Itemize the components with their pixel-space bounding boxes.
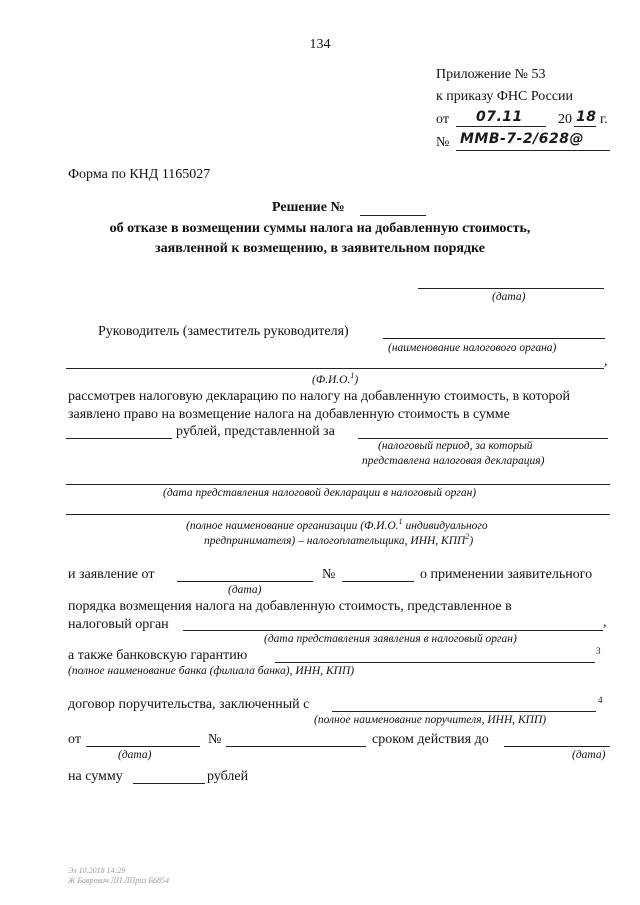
caption-fio: (Ф.И.О.$^1$): [312, 371, 359, 386]
caption-org-name-1: (полное наименование организации (Ф.И.О.$^1$ индивидуального: [186, 517, 488, 532]
appendix-line1: Приложение № 53: [436, 67, 546, 82]
application-date-line: [177, 581, 313, 582]
bank-guarantee-label: а также банковскую гарантию: [68, 648, 248, 663]
caption-contract-date: (дата): [118, 749, 152, 761]
application-submit-line: [183, 630, 603, 631]
amount-line: [66, 438, 172, 439]
title-line1: Решение №: [272, 200, 345, 215]
contract-number-sign: №: [208, 732, 222, 747]
rubles-label: рублей: [207, 769, 249, 784]
declaration-line-a: рассмотрев налоговую декларацию по налогу на добавленную стоимость, в которой: [68, 389, 571, 404]
form-code: Форма по КНД 1165027: [68, 167, 211, 182]
surety-contract-label: договор поручительства, заключенный с: [68, 697, 310, 712]
appendix-number-label: №: [436, 135, 450, 150]
appendix-year-prefix: 20: [558, 112, 572, 127]
caption-bank-name: (полное наименование банка (филиала банка), ИНН, КПП): [68, 665, 355, 677]
caption-tax-authority: (наименование налогового органа): [388, 342, 557, 354]
caption-declaration-date: (дата представления налоговой декларации в налоговый орган): [163, 487, 477, 499]
footnote-3: 3: [596, 646, 601, 656]
decision-date-line: [418, 288, 604, 289]
appendix-from-label: от: [436, 112, 449, 127]
submit-comma: ,: [603, 615, 607, 630]
guarantor-line: [332, 711, 596, 712]
title-line3: заявленной к возмещению, в заявительном порядке: [155, 241, 485, 256]
application-from-label: и заявление от: [68, 567, 155, 582]
contract-number-line: [226, 746, 366, 747]
caption-org-name-2: предпринимателя) – налогоплательщика, ИНН, КПП$^2$): [204, 532, 474, 547]
appendix-year-handwritten: 18: [576, 109, 597, 125]
page-number: 134: [309, 37, 331, 52]
appendix-line2: к приказу ФНС России: [436, 89, 574, 104]
application-number-line: [342, 581, 414, 582]
validity-date-line: [504, 746, 610, 747]
caption-date: (дата): [492, 291, 526, 303]
fio-line: [66, 368, 604, 369]
appendix-date-handwritten: 07.11: [476, 109, 523, 125]
title-line2: об отказе в возмещении суммы налога на добавленную стоимость,: [109, 221, 531, 236]
caption-tax-period-2: представлена налоговая декларация): [362, 455, 545, 467]
validity-label: сроком действия до: [372, 732, 489, 747]
declaration-line-b: заявлено право на возмещение налога на добавленную стоимость в сумме: [68, 407, 510, 422]
caption-application-date: (дата): [228, 584, 262, 596]
organization-line: [66, 514, 610, 515]
declaration-date-line: [66, 484, 610, 485]
application-number-sign: №: [322, 567, 336, 582]
amount-label: на сумму: [68, 769, 123, 784]
tax-authority-label: налоговый орган: [68, 617, 169, 632]
caption-application-submit-date: (дата представления заявления в налоговый орган): [264, 633, 517, 645]
footnote-4: 4: [598, 695, 603, 705]
guarantee-amount-line: [133, 783, 205, 784]
caption-guarantor-name: (полное наименование поручителя, ИНН, КПП): [314, 714, 547, 726]
head-label: Руководитель (заместитель руководителя): [98, 324, 349, 339]
procedure-line: порядка возмещения налога на добавленную стоимость, представленное в: [68, 599, 512, 614]
appendix-year-line: [574, 126, 596, 127]
about-application-label: о применении заявительного: [420, 567, 593, 582]
bank-name-line: [275, 662, 595, 663]
footer-line1: Эл 10.2018 14:29: [68, 866, 126, 875]
appendix-number-handwritten: ММВ-7-2/628@: [460, 131, 584, 147]
caption-validity-date: (дата): [572, 749, 606, 761]
appendix-number-line: [456, 150, 610, 151]
rubles-presented-label: рублей, представленной за: [176, 424, 335, 439]
tax-period-line: [358, 438, 608, 439]
contract-date-line: [86, 746, 200, 747]
tax-authority-line: [383, 338, 605, 339]
caption-tax-period-1: (налоговый период, за который: [378, 440, 533, 452]
fio-comma: ,: [604, 354, 608, 369]
decision-number-line: [360, 215, 426, 216]
appendix-year-suffix: г.: [600, 112, 608, 127]
footer-line2: Ж Баврович ЛП ЛПриз Б6854: [68, 876, 170, 885]
contract-from-label: от: [68, 732, 81, 747]
appendix-date-line: [456, 126, 546, 127]
